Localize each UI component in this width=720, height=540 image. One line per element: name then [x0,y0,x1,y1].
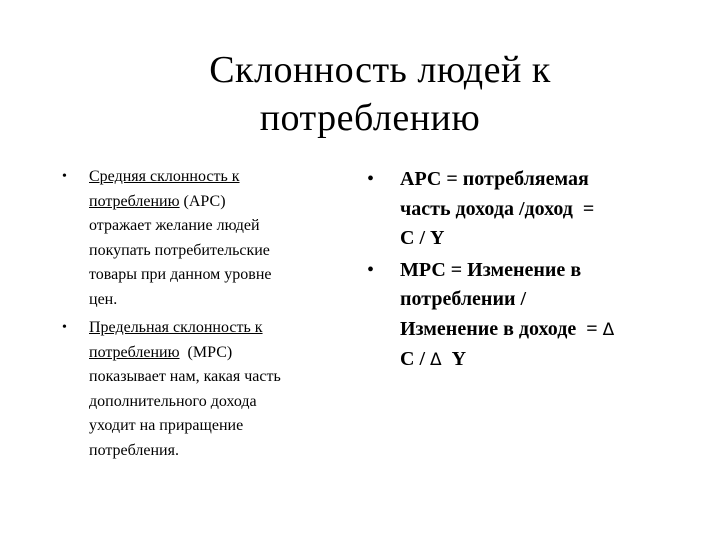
mpc-term-line-2: потреблению [89,343,180,361]
bullet-icon: • [367,168,375,190]
mpc-formula-line-3: Изменение в доходе = [400,317,603,340]
bullet-icon: • [62,320,67,335]
list-item-mpc-definition [62,316,337,463]
apc-description-line-2: покупать потребительские [89,241,270,259]
mpc-formula-line-1: МРС = Изменение в [400,258,582,281]
apc-description-line-4: цен. [89,290,118,308]
mpc-formula-line-4-y: Y [441,348,467,370]
left-bullet-list [62,165,337,467]
mpc-formula-line-4-c: С / [400,348,430,370]
right-bullet-list [367,165,697,378]
list-item-apc-formula [367,165,697,254]
mpc-description-line-2: дополнительного дохода [89,392,257,410]
mpc-term-line-1: Предельная склонность к [89,319,263,336]
apc-abbreviation: (АРС) [179,192,226,210]
delta-symbol: Δ [430,350,442,370]
bullet-icon: • [367,258,375,281]
apc-description-line-1: отражает желание людей [89,217,260,234]
mpc-description-line-1: показывает нам, какая часть [89,368,281,385]
apc-formula-line-1: АРС = потребляемая [400,168,589,190]
delta-symbol: Δ [602,319,615,340]
apc-formula-line-3: С / Y [400,227,445,249]
apc-formula-line-2: часть дохода /доход = [400,197,595,220]
mpc-description-line-3: уходит на приращение [89,417,244,434]
mpc-formula-line-2: потреблении / [400,288,527,310]
list-item-apc-definition [62,165,337,312]
slide-title-line-2: потреблению [259,97,481,139]
apc-description-line-3: товары при данном уровне [89,266,272,283]
slide-title [0,46,720,142]
mpc-abbreviation: (МРС) [179,343,233,361]
apc-term-line-1: Средняя склонность к [89,168,240,185]
slide-title-line-1: Склонность людей к [209,49,551,91]
bullet-icon: • [62,169,67,184]
apc-term-line-2: потреблению [89,192,180,210]
list-item-mpc-formula [367,256,697,376]
mpc-description-line-4: потребления. [89,441,179,459]
